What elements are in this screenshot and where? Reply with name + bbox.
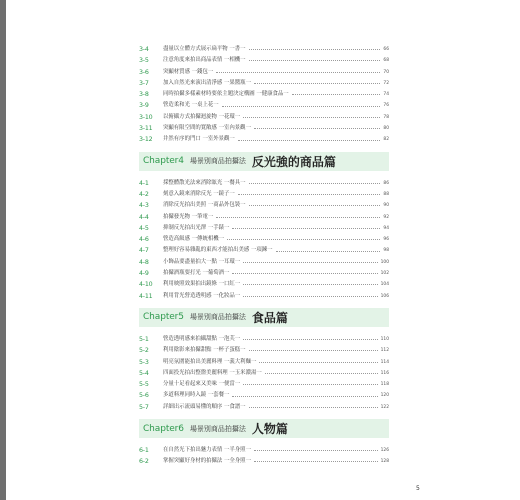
chapter-label: Chapter6 [143, 423, 184, 434]
section-title: 加入自然光來演出清淨感 一果醬瓶一 [163, 79, 251, 86]
section-page: 126 [380, 448, 389, 454]
dot-leader [254, 128, 380, 129]
chapter-subtitle: 場景別商品拍攝法 [189, 424, 246, 433]
chapter-label: Chapter5 [143, 312, 184, 323]
dot-leader [243, 296, 377, 297]
section-page: 90 [383, 203, 389, 209]
dot-leader [243, 339, 377, 340]
toc-entry[interactable] [139, 123, 389, 134]
section-page: 98 [383, 248, 389, 254]
section-page: 70 [383, 69, 389, 75]
chapter-title: 食品篇 [251, 310, 288, 325]
chapter-heading [139, 308, 389, 327]
section-number: 4-5 [139, 224, 149, 232]
section-number: 4-1 [139, 179, 149, 187]
section-page: 96 [383, 237, 389, 243]
toc-entry[interactable] [139, 291, 389, 302]
section-page: 118 [380, 382, 389, 388]
section-number: 3-11 [139, 125, 153, 133]
section-number: 4-2 [139, 190, 149, 198]
dot-leader [249, 60, 381, 61]
dot-leader [249, 350, 378, 351]
toc-entry[interactable] [139, 445, 389, 456]
toc-entry[interactable] [139, 200, 389, 211]
section-page: 110 [380, 336, 389, 342]
section-number: 5-4 [139, 369, 149, 377]
toc-entry[interactable] [139, 334, 389, 345]
dot-leader [265, 373, 378, 374]
section-page: 104 [380, 282, 389, 288]
section-number: 5-1 [139, 335, 149, 343]
section-page: 78 [383, 114, 389, 120]
section-number: 3-8 [139, 91, 149, 99]
section-title: 營造透明感來拍攝甜點 一泡芙一 [163, 335, 241, 342]
chapter-heading [139, 419, 389, 438]
dot-leader [216, 217, 380, 218]
section-title: 以俯攝方式拍攝迴旋物 一花環一 [163, 113, 241, 120]
toc-entry[interactable] [139, 268, 389, 279]
section-page: 68 [383, 58, 389, 64]
section-page: 120 [380, 393, 389, 399]
section-page: 128 [380, 459, 389, 465]
section-page: 86 [383, 180, 389, 186]
section-title: 拍攝發光物 一筆電一 [163, 213, 214, 220]
dot-leader [254, 461, 378, 462]
toc-entry[interactable] [139, 112, 389, 123]
binding-gutter [0, 0, 6, 500]
chapter-label: Chapter4 [143, 156, 184, 167]
section-number: 3-10 [139, 113, 153, 121]
section-title: 營造柔和光 一桌上花一 [163, 102, 219, 109]
dot-leader [254, 83, 380, 84]
toc-entry[interactable] [139, 345, 389, 356]
section-number: 3-6 [139, 68, 149, 76]
dot-leader [249, 49, 381, 50]
section-title: 利用映照效果拍出鏡條 一口紅一 [163, 281, 241, 288]
chapter-subtitle: 場景別商品拍攝法 [189, 313, 246, 322]
dot-leader [232, 228, 380, 229]
toc-entry[interactable] [139, 134, 389, 145]
section-number: 4-4 [139, 213, 149, 221]
section-number: 3-7 [139, 79, 149, 87]
toc-entry[interactable] [139, 89, 389, 100]
toc-entry[interactable] [139, 456, 389, 467]
dot-leader [216, 72, 380, 73]
section-number: 3-4 [139, 46, 149, 53]
section-page: 94 [383, 225, 389, 231]
toc-entry[interactable] [139, 279, 389, 290]
section-number: 3-12 [139, 136, 153, 144]
section-title: 營造高級感 一傳統相機一 [163, 236, 225, 243]
dot-leader [249, 183, 381, 184]
dot-leader [249, 205, 381, 206]
toc-entry[interactable] [139, 44, 389, 55]
toc-entry[interactable] [139, 357, 389, 368]
section-title: 掌握突顯好身材的拍攝法 一全身照一 [163, 458, 251, 465]
toc-entry[interactable] [139, 223, 389, 234]
toc-entry[interactable] [139, 178, 389, 189]
dot-leader [243, 117, 380, 118]
toc-entry[interactable] [139, 67, 389, 78]
section-title: 小飾品要盡量拍大一點 一耳環一 [163, 258, 241, 265]
page-number: 5 [416, 485, 420, 492]
section-number: 5-2 [139, 347, 149, 355]
section-title: 刻意入鏡來消除反光 一鏡子一 [163, 190, 235, 197]
dot-leader [254, 450, 378, 451]
toc-entry[interactable] [139, 379, 389, 390]
section-number: 3-9 [139, 102, 149, 110]
dot-leader [259, 362, 377, 363]
section-page: 102 [380, 271, 389, 277]
section-page: 106 [380, 293, 389, 299]
dot-leader [222, 106, 381, 107]
section-title: 多道料理同時入鏡 一套餐一 [163, 392, 230, 399]
toc-entry[interactable] [139, 402, 389, 413]
chapter-title: 反光強的商品篇 [251, 154, 336, 169]
section-number: 4-8 [139, 258, 149, 266]
table-of-contents [139, 44, 389, 468]
section-number: 4-6 [139, 236, 149, 244]
section-page: 72 [383, 80, 389, 86]
section-title: 注意角度來拍出商品表情 一相機一 [163, 57, 246, 64]
section-page: 76 [383, 103, 389, 109]
toc-entry[interactable] [139, 257, 389, 268]
section-page: 112 [380, 348, 389, 354]
section-number: 4-3 [139, 202, 149, 210]
toc-entry[interactable] [139, 245, 389, 256]
section-title: 同時拍攝多樣素材時要依主題決定構圖 一健康食品一 [163, 91, 289, 98]
section-title: 四面投光拍出整盤美麗料理 一玉米濃湯一 [163, 369, 262, 376]
section-title: 拍攝酒瓶要打光 一葡萄酒一 [163, 270, 230, 277]
section-title: 盡量以立體方式展示扁平物 一書一 [163, 46, 246, 52]
section-title: 利用背光營造透明感 一化妝品一 [163, 292, 241, 299]
section-page: 92 [383, 214, 389, 220]
section-number: 3-5 [139, 57, 149, 65]
section-title: 整理好容易雜亂的東西才能拍出美感 一項鍊一 [163, 247, 273, 254]
chapter-title: 人物篇 [251, 422, 288, 437]
chapter-subtitle: 場景別商品拍攝法 [189, 157, 246, 166]
section-title: 消除反光拍出美照 一商品外包裝一 [163, 202, 246, 209]
chapter-heading [139, 152, 389, 171]
section-title: 明亮氛圍能拍出美麗料理 一義大利麵一 [163, 358, 257, 365]
section-page: 66 [383, 47, 389, 52]
section-number: 4-7 [139, 247, 149, 255]
section-number: 4-11 [139, 292, 153, 300]
section-title: 抑制反光拍出光澤 一手錶一 [163, 224, 230, 231]
section-page: 122 [380, 404, 389, 410]
toc-entry[interactable] [139, 212, 389, 223]
section-page: 114 [380, 359, 389, 365]
dot-leader [232, 396, 377, 397]
section-title: 分量十足看起來又美味 一便當一 [163, 381, 241, 388]
section-page: 80 [383, 126, 389, 132]
section-page: 88 [383, 191, 389, 197]
section-title: 在自然光下拍出魅力表情 一半身照一 [163, 447, 251, 454]
section-title: 利用陰影來拍攝甜點 一杯子蛋糕一 [163, 347, 246, 354]
dot-leader [232, 273, 377, 274]
dot-leader [227, 239, 380, 240]
dot-leader [249, 407, 378, 408]
section-number: 4-9 [139, 270, 149, 278]
section-number: 5-5 [139, 381, 149, 389]
dot-leader [243, 262, 377, 263]
section-page: 82 [383, 137, 389, 143]
section-number: 5-3 [139, 358, 149, 366]
section-title: 突顯材質感 一錢包一 [163, 68, 214, 75]
section-number: 6-2 [139, 458, 149, 466]
toc-entry[interactable] [139, 189, 389, 200]
dot-leader [243, 384, 377, 385]
dot-leader [243, 284, 377, 285]
dot-leader [238, 140, 381, 141]
toc-entry[interactable] [139, 78, 389, 89]
section-title: 採整體散光法來消除眩光 一餐具一 [163, 179, 246, 186]
toc-entry[interactable] [139, 234, 389, 245]
section-number: 4-10 [139, 281, 153, 289]
section-title: 詳細出示流頭易懂的順序 一食譜一 [163, 403, 246, 410]
section-page: 100 [380, 259, 389, 265]
dot-leader [292, 94, 381, 95]
section-number: 5-7 [139, 403, 149, 411]
toc-entry[interactable] [139, 55, 389, 66]
section-title: 井然有序的門口 一室外景觀一 [163, 136, 235, 143]
section-page: 74 [383, 92, 389, 98]
toc-entry[interactable] [139, 368, 389, 379]
dot-leader [238, 194, 381, 195]
toc-entry[interactable] [139, 100, 389, 111]
section-title: 突顯有限空間的寬敞感 一室內景觀一 [163, 125, 251, 132]
toc-entry[interactable] [139, 390, 389, 401]
dot-leader [276, 251, 381, 252]
section-number: 6-1 [139, 447, 149, 455]
section-page: 116 [380, 370, 389, 376]
section-number: 5-6 [139, 392, 149, 400]
